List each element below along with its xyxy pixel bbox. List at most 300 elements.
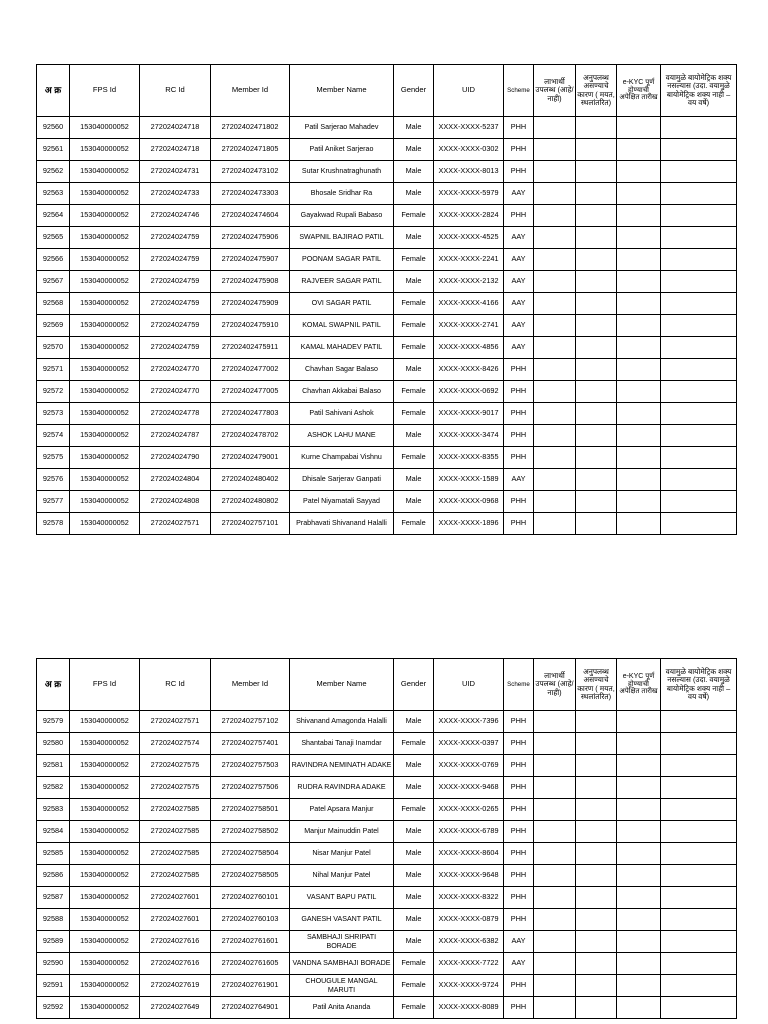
cell-beneficiary-available[interactable] xyxy=(534,843,576,865)
cell-scheme: PHH xyxy=(504,425,534,447)
cell-biometric-note[interactable] xyxy=(661,491,737,513)
col-header-unavailable-reason: अनुपलब्ध असण्याचे कारण ( मयत, स्थलांतरित) xyxy=(576,659,617,711)
cell-unavailable-reason[interactable] xyxy=(576,513,617,535)
cell-member-id: 27202402757506 xyxy=(211,777,290,799)
cell-scheme: PHH xyxy=(504,997,534,1019)
cell-beneficiary-available[interactable] xyxy=(534,139,576,161)
cell-member-name: Dhisale Sarjerav Ganpati xyxy=(290,469,394,491)
col-header-serial: अ क्र xyxy=(37,659,70,711)
cell-rc-id: 272024024808 xyxy=(140,491,211,513)
cell-unavailable-reason[interactable] xyxy=(576,293,617,315)
table-1-body xyxy=(37,117,737,535)
cell-member-name: Patel Niyamatali Sayyad xyxy=(290,491,394,513)
col-header-ekyc-date: e-KYC पूर्ण होण्याची अपेक्षित तारीख xyxy=(617,65,661,117)
cell-member-name: Prabhavati Shivanand Halalli xyxy=(290,513,394,535)
cell-uid: XXXX-XXXX-1896 xyxy=(434,513,504,535)
cell-unavailable-reason[interactable] xyxy=(576,777,617,799)
cell-scheme: AAY xyxy=(504,469,534,491)
cell-scheme: AAY xyxy=(504,227,534,249)
cell-gender: Male xyxy=(394,865,434,887)
cell-biometric-note[interactable] xyxy=(661,975,737,997)
cell-ekyc-date[interactable] xyxy=(617,865,661,887)
cell-rc-id: 272024024787 xyxy=(140,425,211,447)
cell-serial: 92571 xyxy=(37,359,70,381)
table-row xyxy=(37,997,737,1019)
cell-rc-id: 272024024759 xyxy=(140,315,211,337)
cell-fps-id: 153040000052 xyxy=(70,337,140,359)
cell-biometric-note[interactable] xyxy=(661,733,737,755)
cell-ekyc-date[interactable] xyxy=(617,117,661,139)
col-header-gender: Gender xyxy=(394,65,434,117)
cell-unavailable-reason[interactable] xyxy=(576,953,617,975)
cell-unavailable-reason[interactable] xyxy=(576,381,617,403)
cell-fps-id: 153040000052 xyxy=(70,887,140,909)
cell-beneficiary-available[interactable] xyxy=(534,821,576,843)
cell-biometric-note[interactable] xyxy=(661,821,737,843)
cell-member-name: Manjur Mainuddin Patel xyxy=(290,821,394,843)
table-row xyxy=(37,711,737,733)
table-row xyxy=(37,513,737,535)
cell-serial: 92579 xyxy=(37,711,70,733)
cell-scheme: PHH xyxy=(504,865,534,887)
cell-fps-id: 153040000052 xyxy=(70,271,140,293)
cell-unavailable-reason[interactable] xyxy=(576,337,617,359)
cell-ekyc-date[interactable] xyxy=(617,205,661,227)
cell-unavailable-reason[interactable] xyxy=(576,425,617,447)
cell-member-name: GANESH VASANT PATIL xyxy=(290,909,394,931)
col-header-member-id: Member Id xyxy=(211,659,290,711)
cell-uid: XXXX-XXXX-2741 xyxy=(434,315,504,337)
cell-beneficiary-available[interactable] xyxy=(534,425,576,447)
cell-member-id: 27202402757503 xyxy=(211,755,290,777)
cell-ekyc-date[interactable] xyxy=(617,381,661,403)
cell-beneficiary-available[interactable] xyxy=(534,711,576,733)
cell-fps-id: 153040000052 xyxy=(70,909,140,931)
cell-beneficiary-available[interactable] xyxy=(534,755,576,777)
cell-biometric-note[interactable] xyxy=(661,425,737,447)
cell-fps-id: 153040000052 xyxy=(70,733,140,755)
cell-fps-id: 153040000052 xyxy=(70,249,140,271)
cell-beneficiary-available[interactable] xyxy=(534,161,576,183)
cell-ekyc-date[interactable] xyxy=(617,821,661,843)
cell-beneficiary-available[interactable] xyxy=(534,403,576,425)
cell-beneficiary-available[interactable] xyxy=(534,117,576,139)
cell-fps-id: 153040000052 xyxy=(70,359,140,381)
cell-uid: XXXX-XXXX-8426 xyxy=(434,359,504,381)
cell-ekyc-date[interactable] xyxy=(617,425,661,447)
cell-biometric-note[interactable] xyxy=(661,777,737,799)
cell-serial: 92564 xyxy=(37,205,70,227)
cell-unavailable-reason[interactable] xyxy=(576,161,617,183)
cell-member-id: 27202402475906 xyxy=(211,227,290,249)
cell-beneficiary-available[interactable] xyxy=(534,865,576,887)
cell-biometric-note[interactable] xyxy=(661,227,737,249)
cell-biometric-note[interactable] xyxy=(661,205,737,227)
cell-scheme: PHH xyxy=(504,843,534,865)
cell-member-id: 27202402474604 xyxy=(211,205,290,227)
cell-biometric-note[interactable] xyxy=(661,799,737,821)
cell-fps-id: 153040000052 xyxy=(70,777,140,799)
cell-rc-id: 272024027575 xyxy=(140,755,211,777)
cell-ekyc-date[interactable] xyxy=(617,271,661,293)
col-header-serial: अ क्र xyxy=(37,65,70,117)
cell-rc-id: 272024027571 xyxy=(140,711,211,733)
cell-rc-id: 272024027616 xyxy=(140,931,211,953)
cell-fps-id: 153040000052 xyxy=(70,821,140,843)
cell-scheme: PHH xyxy=(504,711,534,733)
table-row xyxy=(37,755,737,777)
cell-ekyc-date[interactable] xyxy=(617,359,661,381)
cell-beneficiary-available[interactable] xyxy=(534,205,576,227)
cell-fps-id: 153040000052 xyxy=(70,843,140,865)
cell-ekyc-date[interactable] xyxy=(617,491,661,513)
cell-member-id: 27202402760103 xyxy=(211,909,290,931)
cell-unavailable-reason[interactable] xyxy=(576,997,617,1019)
cell-beneficiary-available[interactable] xyxy=(534,909,576,931)
cell-member-name: KAMAL MAHADEV PATIL xyxy=(290,337,394,359)
cell-biometric-note[interactable] xyxy=(661,513,737,535)
col-header-scheme: Scheme xyxy=(504,65,534,117)
cell-biometric-note[interactable] xyxy=(661,293,737,315)
cell-beneficiary-available[interactable] xyxy=(534,293,576,315)
cell-gender: Female xyxy=(394,447,434,469)
cell-uid: XXXX-XXXX-8013 xyxy=(434,161,504,183)
cell-biometric-note[interactable] xyxy=(661,887,737,909)
cell-scheme: PHH xyxy=(504,359,534,381)
cell-beneficiary-available[interactable] xyxy=(534,271,576,293)
cell-uid: XXXX-XXXX-8355 xyxy=(434,447,504,469)
cell-serial: 92566 xyxy=(37,249,70,271)
cell-scheme: PHH xyxy=(504,513,534,535)
cell-member-name: ASHOK LAHU MANE xyxy=(290,425,394,447)
cell-biometric-note[interactable] xyxy=(661,117,737,139)
cell-member-id: 27202402471802 xyxy=(211,117,290,139)
cell-unavailable-reason[interactable] xyxy=(576,447,617,469)
table-row xyxy=(37,469,737,491)
cell-rc-id: 272024024804 xyxy=(140,469,211,491)
cell-rc-id: 272024024731 xyxy=(140,161,211,183)
cell-unavailable-reason[interactable] xyxy=(576,821,617,843)
cell-fps-id: 153040000052 xyxy=(70,293,140,315)
cell-member-id: 27202402475910 xyxy=(211,315,290,337)
cell-unavailable-reason[interactable] xyxy=(576,491,617,513)
cell-biometric-note[interactable] xyxy=(661,359,737,381)
cell-serial: 92588 xyxy=(37,909,70,931)
cell-biometric-note[interactable] xyxy=(661,711,737,733)
cell-serial: 92560 xyxy=(37,117,70,139)
cell-beneficiary-available[interactable] xyxy=(534,975,576,997)
cell-beneficiary-available[interactable] xyxy=(534,227,576,249)
cell-serial: 92577 xyxy=(37,491,70,513)
cell-ekyc-date[interactable] xyxy=(617,447,661,469)
col-header-unavailable-reason: अनुपलब्ध असण्याचे कारण ( मयत, स्थलांतरित) xyxy=(576,65,617,117)
cell-ekyc-date[interactable] xyxy=(617,403,661,425)
cell-unavailable-reason[interactable] xyxy=(576,469,617,491)
cell-biometric-note[interactable] xyxy=(661,997,737,1019)
cell-biometric-note[interactable] xyxy=(661,953,737,975)
cell-ekyc-date[interactable] xyxy=(617,799,661,821)
col-header-beneficiary-available: लाभार्थी उपलब्ध (आहे/ नाही) xyxy=(534,65,576,117)
cell-beneficiary-available[interactable] xyxy=(534,491,576,513)
cell-rc-id: 272024024770 xyxy=(140,359,211,381)
cell-unavailable-reason[interactable] xyxy=(576,227,617,249)
cell-ekyc-date[interactable] xyxy=(617,887,661,909)
cell-ekyc-date[interactable] xyxy=(617,755,661,777)
cell-scheme: PHH xyxy=(504,799,534,821)
cell-fps-id: 153040000052 xyxy=(70,755,140,777)
cell-biometric-note[interactable] xyxy=(661,139,737,161)
col-header-fps-id: FPS Id xyxy=(70,65,140,117)
cell-ekyc-date[interactable] xyxy=(617,227,661,249)
cell-member-name: Patil Anita Ananda xyxy=(290,997,394,1019)
cell-fps-id: 153040000052 xyxy=(70,117,140,139)
cell-member-id: 27202402480802 xyxy=(211,491,290,513)
table-row xyxy=(37,271,737,293)
cell-biometric-note[interactable] xyxy=(661,909,737,931)
cell-ekyc-date[interactable] xyxy=(617,139,661,161)
cell-rc-id: 272024027616 xyxy=(140,953,211,975)
cell-member-name: RAJVEER SAGAR PATIL xyxy=(290,271,394,293)
cell-unavailable-reason[interactable] xyxy=(576,975,617,997)
cell-rc-id: 272024027585 xyxy=(140,799,211,821)
cell-unavailable-reason[interactable] xyxy=(576,359,617,381)
cell-member-name: Patel Apsara Manjur xyxy=(290,799,394,821)
cell-ekyc-date[interactable] xyxy=(617,469,661,491)
cell-gender: Male xyxy=(394,271,434,293)
cell-beneficiary-available[interactable] xyxy=(534,469,576,491)
cell-fps-id: 153040000052 xyxy=(70,469,140,491)
cell-serial: 92591 xyxy=(37,975,70,997)
cell-biometric-note[interactable] xyxy=(661,755,737,777)
table-row xyxy=(37,139,737,161)
cell-member-name: Bhosale Sridhar Ra xyxy=(290,183,394,205)
cell-scheme: PHH xyxy=(504,161,534,183)
cell-scheme: PHH xyxy=(504,205,534,227)
cell-serial: 92589 xyxy=(37,931,70,953)
table-row xyxy=(37,865,737,887)
cell-biometric-note[interactable] xyxy=(661,315,737,337)
cell-member-name: Sutar Krushnatraghunath xyxy=(290,161,394,183)
cell-member-id: 27202402475911 xyxy=(211,337,290,359)
cell-member-name: OVI SAGAR PATIL xyxy=(290,293,394,315)
cell-beneficiary-available[interactable] xyxy=(534,183,576,205)
cell-serial: 92562 xyxy=(37,161,70,183)
cell-beneficiary-available[interactable] xyxy=(534,799,576,821)
cell-biometric-note[interactable] xyxy=(661,447,737,469)
cell-beneficiary-available[interactable] xyxy=(534,381,576,403)
cell-ekyc-date[interactable] xyxy=(617,909,661,931)
cell-uid: XXXX-XXXX-2824 xyxy=(434,205,504,227)
cell-beneficiary-available[interactable] xyxy=(534,337,576,359)
cell-rc-id: 272024027601 xyxy=(140,909,211,931)
cell-scheme: PHH xyxy=(504,447,534,469)
cell-member-id: 27202402761605 xyxy=(211,953,290,975)
cell-fps-id: 153040000052 xyxy=(70,227,140,249)
cell-beneficiary-available[interactable] xyxy=(534,777,576,799)
cell-ekyc-date[interactable] xyxy=(617,931,661,953)
beneficiary-table-2 xyxy=(36,658,737,1019)
table-row xyxy=(37,909,737,931)
cell-biometric-note[interactable] xyxy=(661,403,737,425)
cell-fps-id: 153040000052 xyxy=(70,799,140,821)
cell-unavailable-reason[interactable] xyxy=(576,117,617,139)
cell-ekyc-date[interactable] xyxy=(617,315,661,337)
cell-gender: Male xyxy=(394,425,434,447)
cell-biometric-note[interactable] xyxy=(661,931,737,953)
cell-member-name: Shivanand Amagonda Halalli xyxy=(290,711,394,733)
cell-ekyc-date[interactable] xyxy=(617,249,661,271)
cell-member-id: 27202402475907 xyxy=(211,249,290,271)
cell-beneficiary-available[interactable] xyxy=(534,513,576,535)
cell-rc-id: 272024024770 xyxy=(140,381,211,403)
cell-fps-id: 153040000052 xyxy=(70,997,140,1019)
cell-unavailable-reason[interactable] xyxy=(576,843,617,865)
cell-ekyc-date[interactable] xyxy=(617,843,661,865)
cell-unavailable-reason[interactable] xyxy=(576,799,617,821)
cell-scheme: AAY xyxy=(504,249,534,271)
cell-gender: Male xyxy=(394,161,434,183)
cell-member-id: 27202402757401 xyxy=(211,733,290,755)
cell-uid: XXXX-XXXX-9017 xyxy=(434,403,504,425)
cell-serial: 92582 xyxy=(37,777,70,799)
cell-scheme: AAY xyxy=(504,337,534,359)
cell-fps-id: 153040000052 xyxy=(70,953,140,975)
cell-beneficiary-available[interactable] xyxy=(534,887,576,909)
cell-gender: Male xyxy=(394,909,434,931)
cell-serial: 92586 xyxy=(37,865,70,887)
cell-member-id: 27202402479001 xyxy=(211,447,290,469)
cell-ekyc-date[interactable] xyxy=(617,293,661,315)
cell-rc-id: 272024024778 xyxy=(140,403,211,425)
cell-serial: 92573 xyxy=(37,403,70,425)
cell-rc-id: 272024024759 xyxy=(140,227,211,249)
cell-unavailable-reason[interactable] xyxy=(576,403,617,425)
cell-uid: XXXX-XXXX-4166 xyxy=(434,293,504,315)
cell-gender: Female xyxy=(394,997,434,1019)
col-header-rc-id: RC Id xyxy=(140,65,211,117)
cell-beneficiary-available[interactable] xyxy=(534,733,576,755)
cell-unavailable-reason[interactable] xyxy=(576,315,617,337)
cell-fps-id: 153040000052 xyxy=(70,403,140,425)
cell-serial: 92575 xyxy=(37,447,70,469)
cell-unavailable-reason[interactable] xyxy=(576,755,617,777)
cell-biometric-note[interactable] xyxy=(661,469,737,491)
cell-uid: XXXX-XXXX-6382 xyxy=(434,931,504,953)
cell-serial: 92580 xyxy=(37,733,70,755)
cell-biometric-note[interactable] xyxy=(661,865,737,887)
cell-member-name: POONAM SAGAR PATIL xyxy=(290,249,394,271)
cell-beneficiary-available[interactable] xyxy=(534,447,576,469)
cell-scheme: PHH xyxy=(504,821,534,843)
cell-gender: Female xyxy=(394,975,434,997)
cell-biometric-note[interactable] xyxy=(661,249,737,271)
cell-uid: XXXX-XXXX-8089 xyxy=(434,997,504,1019)
cell-fps-id: 153040000052 xyxy=(70,447,140,469)
cell-unavailable-reason[interactable] xyxy=(576,249,617,271)
cell-unavailable-reason[interactable] xyxy=(576,205,617,227)
cell-ekyc-date[interactable] xyxy=(617,337,661,359)
cell-member-name: SWAPNIL BAJIRAO PATIL xyxy=(290,227,394,249)
cell-member-name: RUDRA RAVINDRA ADAKE xyxy=(290,777,394,799)
cell-member-id: 27202402473102 xyxy=(211,161,290,183)
cell-biometric-note[interactable] xyxy=(661,381,737,403)
cell-unavailable-reason[interactable] xyxy=(576,711,617,733)
cell-member-name: Patil Sahivani Ashok xyxy=(290,403,394,425)
cell-biometric-note[interactable] xyxy=(661,271,737,293)
cell-gender: Female xyxy=(394,733,434,755)
cell-unavailable-reason[interactable] xyxy=(576,271,617,293)
cell-ekyc-date[interactable] xyxy=(617,513,661,535)
cell-beneficiary-available[interactable] xyxy=(534,315,576,337)
cell-member-id: 27202402477803 xyxy=(211,403,290,425)
cell-member-id: 27202402757101 xyxy=(211,513,290,535)
cell-member-name: KOMAL SWAPNIL PATIL xyxy=(290,315,394,337)
cell-ekyc-date[interactable] xyxy=(617,733,661,755)
cell-unavailable-reason[interactable] xyxy=(576,183,617,205)
table-row xyxy=(37,227,737,249)
cell-ekyc-date[interactable] xyxy=(617,161,661,183)
cell-biometric-note[interactable] xyxy=(661,183,737,205)
cell-fps-id: 153040000052 xyxy=(70,205,140,227)
cell-member-name: VANDNA SAMBHAJI BORADE xyxy=(290,953,394,975)
cell-ekyc-date[interactable] xyxy=(617,183,661,205)
cell-rc-id: 272024027619 xyxy=(140,975,211,997)
cell-ekyc-date[interactable] xyxy=(617,711,661,733)
cell-uid: XXXX-XXXX-9468 xyxy=(434,777,504,799)
cell-beneficiary-available[interactable] xyxy=(534,359,576,381)
cell-unavailable-reason[interactable] xyxy=(576,865,617,887)
cell-uid: XXXX-XXXX-7396 xyxy=(434,711,504,733)
col-header-fps-id: FPS Id xyxy=(70,659,140,711)
cell-uid: XXXX-XXXX-8322 xyxy=(434,887,504,909)
cell-ekyc-date[interactable] xyxy=(617,997,661,1019)
table-row xyxy=(37,117,737,139)
table-row xyxy=(37,183,737,205)
cell-ekyc-date[interactable] xyxy=(617,953,661,975)
cell-beneficiary-available[interactable] xyxy=(534,997,576,1019)
cell-member-id: 27202402473303 xyxy=(211,183,290,205)
cell-ekyc-date[interactable] xyxy=(617,975,661,997)
cell-biometric-note[interactable] xyxy=(661,843,737,865)
cell-gender: Female xyxy=(394,953,434,975)
cell-uid: XXXX-XXXX-4525 xyxy=(434,227,504,249)
cell-rc-id: 272024024759 xyxy=(140,271,211,293)
cell-biometric-note[interactable] xyxy=(661,161,737,183)
cell-unavailable-reason[interactable] xyxy=(576,139,617,161)
cell-uid: XXXX-XXXX-0692 xyxy=(434,381,504,403)
cell-beneficiary-available[interactable] xyxy=(534,953,576,975)
cell-unavailable-reason[interactable] xyxy=(576,931,617,953)
cell-biometric-note[interactable] xyxy=(661,337,737,359)
cell-unavailable-reason[interactable] xyxy=(576,887,617,909)
table-row xyxy=(37,821,737,843)
cell-unavailable-reason[interactable] xyxy=(576,909,617,931)
cell-scheme: PHH xyxy=(504,733,534,755)
table-row xyxy=(37,337,737,359)
table-row xyxy=(37,381,737,403)
cell-gender: Female xyxy=(394,381,434,403)
cell-unavailable-reason[interactable] xyxy=(576,733,617,755)
cell-beneficiary-available[interactable] xyxy=(534,249,576,271)
cell-member-id: 27202402477002 xyxy=(211,359,290,381)
cell-ekyc-date[interactable] xyxy=(617,777,661,799)
cell-beneficiary-available[interactable] xyxy=(534,931,576,953)
table-row xyxy=(37,491,737,513)
cell-serial: 92568 xyxy=(37,293,70,315)
cell-serial: 92576 xyxy=(37,469,70,491)
cell-gender: Male xyxy=(394,821,434,843)
cell-member-name: RAVINDRA NEMINATH ADAKE xyxy=(290,755,394,777)
